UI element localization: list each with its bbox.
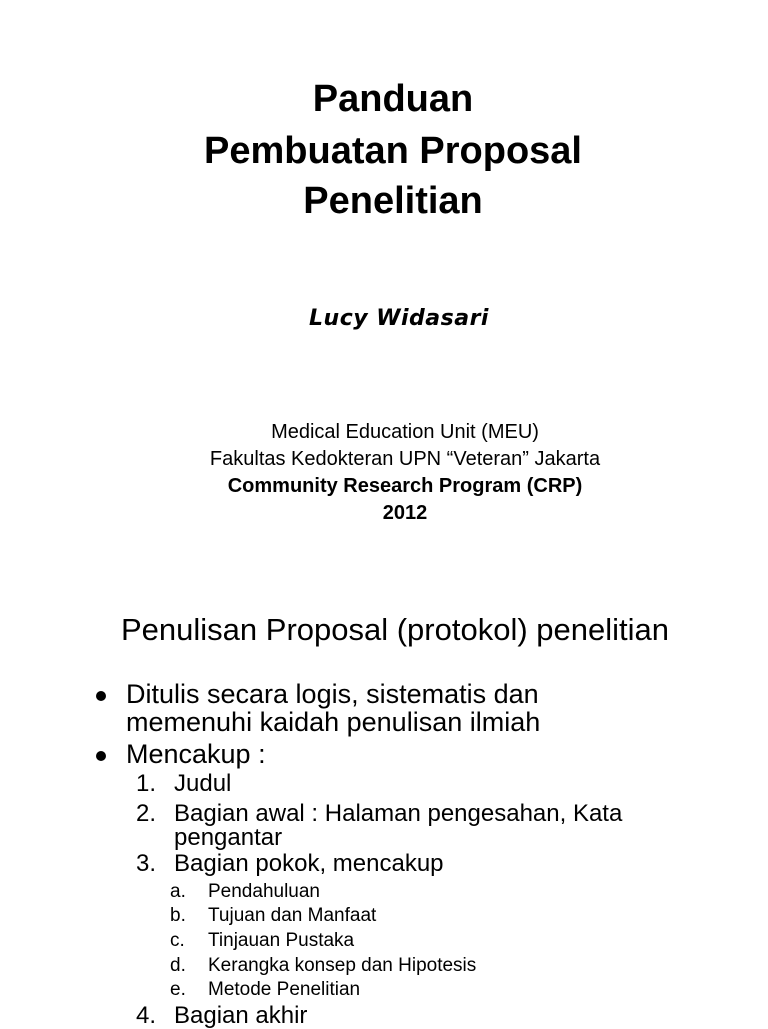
item-text-line1: Bagian awal : Halaman pengesahan, Kata (174, 800, 623, 827)
sub-item-letter: e. (170, 979, 186, 1000)
bullet-icon (96, 691, 106, 701)
title-line-3: Penelitian (303, 180, 483, 222)
sub-item-text: Metode Penelitian (208, 979, 361, 1000)
sub-item-text: Tujuan dan Manfaat (208, 905, 377, 926)
year: 2012 (382, 502, 428, 524)
item-text: Bagian akhir (174, 1002, 308, 1029)
title-line-1: Panduan (312, 78, 474, 120)
item-number: 1. (136, 770, 157, 797)
author-name: Lucy Widasari (309, 306, 489, 331)
program-name: Community Research Program (CRP) (227, 475, 583, 497)
sub-item-text: Tinjauan Pustaka (208, 930, 355, 951)
item-text-line2: pengantar (174, 824, 283, 851)
sub-item-letter: d. (170, 955, 186, 976)
item-number: 2. (136, 800, 157, 827)
bullet-text-line2: memenuhi kaidah penulisan ilmiah (126, 707, 541, 737)
sub-item-text: Kerangka konsep dan Hipotesis (208, 955, 477, 976)
bullet-text: Mencakup : (126, 739, 266, 769)
item-text: Judul (174, 770, 232, 797)
sub-item-letter: a. (170, 881, 186, 902)
title-line-2: Pembuatan Proposal (204, 130, 582, 172)
item-number: 3. (136, 850, 157, 877)
affiliation-unit: Medical Education Unit (MEU) (271, 421, 539, 443)
sub-item-letter: c. (170, 930, 185, 951)
bullet-text-line1: Ditulis secara logis, sistematis dan (126, 679, 539, 709)
sub-item-text: Pendahuluan (208, 881, 320, 902)
affiliation-faculty: Fakultas Kedokteran UPN “Veteran” Jakarta (209, 448, 601, 470)
sub-item-letter: b. (170, 905, 186, 926)
content-heading: Penulisan Proposal (protokol) penelitian (121, 612, 669, 647)
item-text: Bagian pokok, mencakup (174, 850, 444, 877)
bullet-icon (96, 751, 106, 761)
item-number: 4. (136, 1002, 157, 1029)
